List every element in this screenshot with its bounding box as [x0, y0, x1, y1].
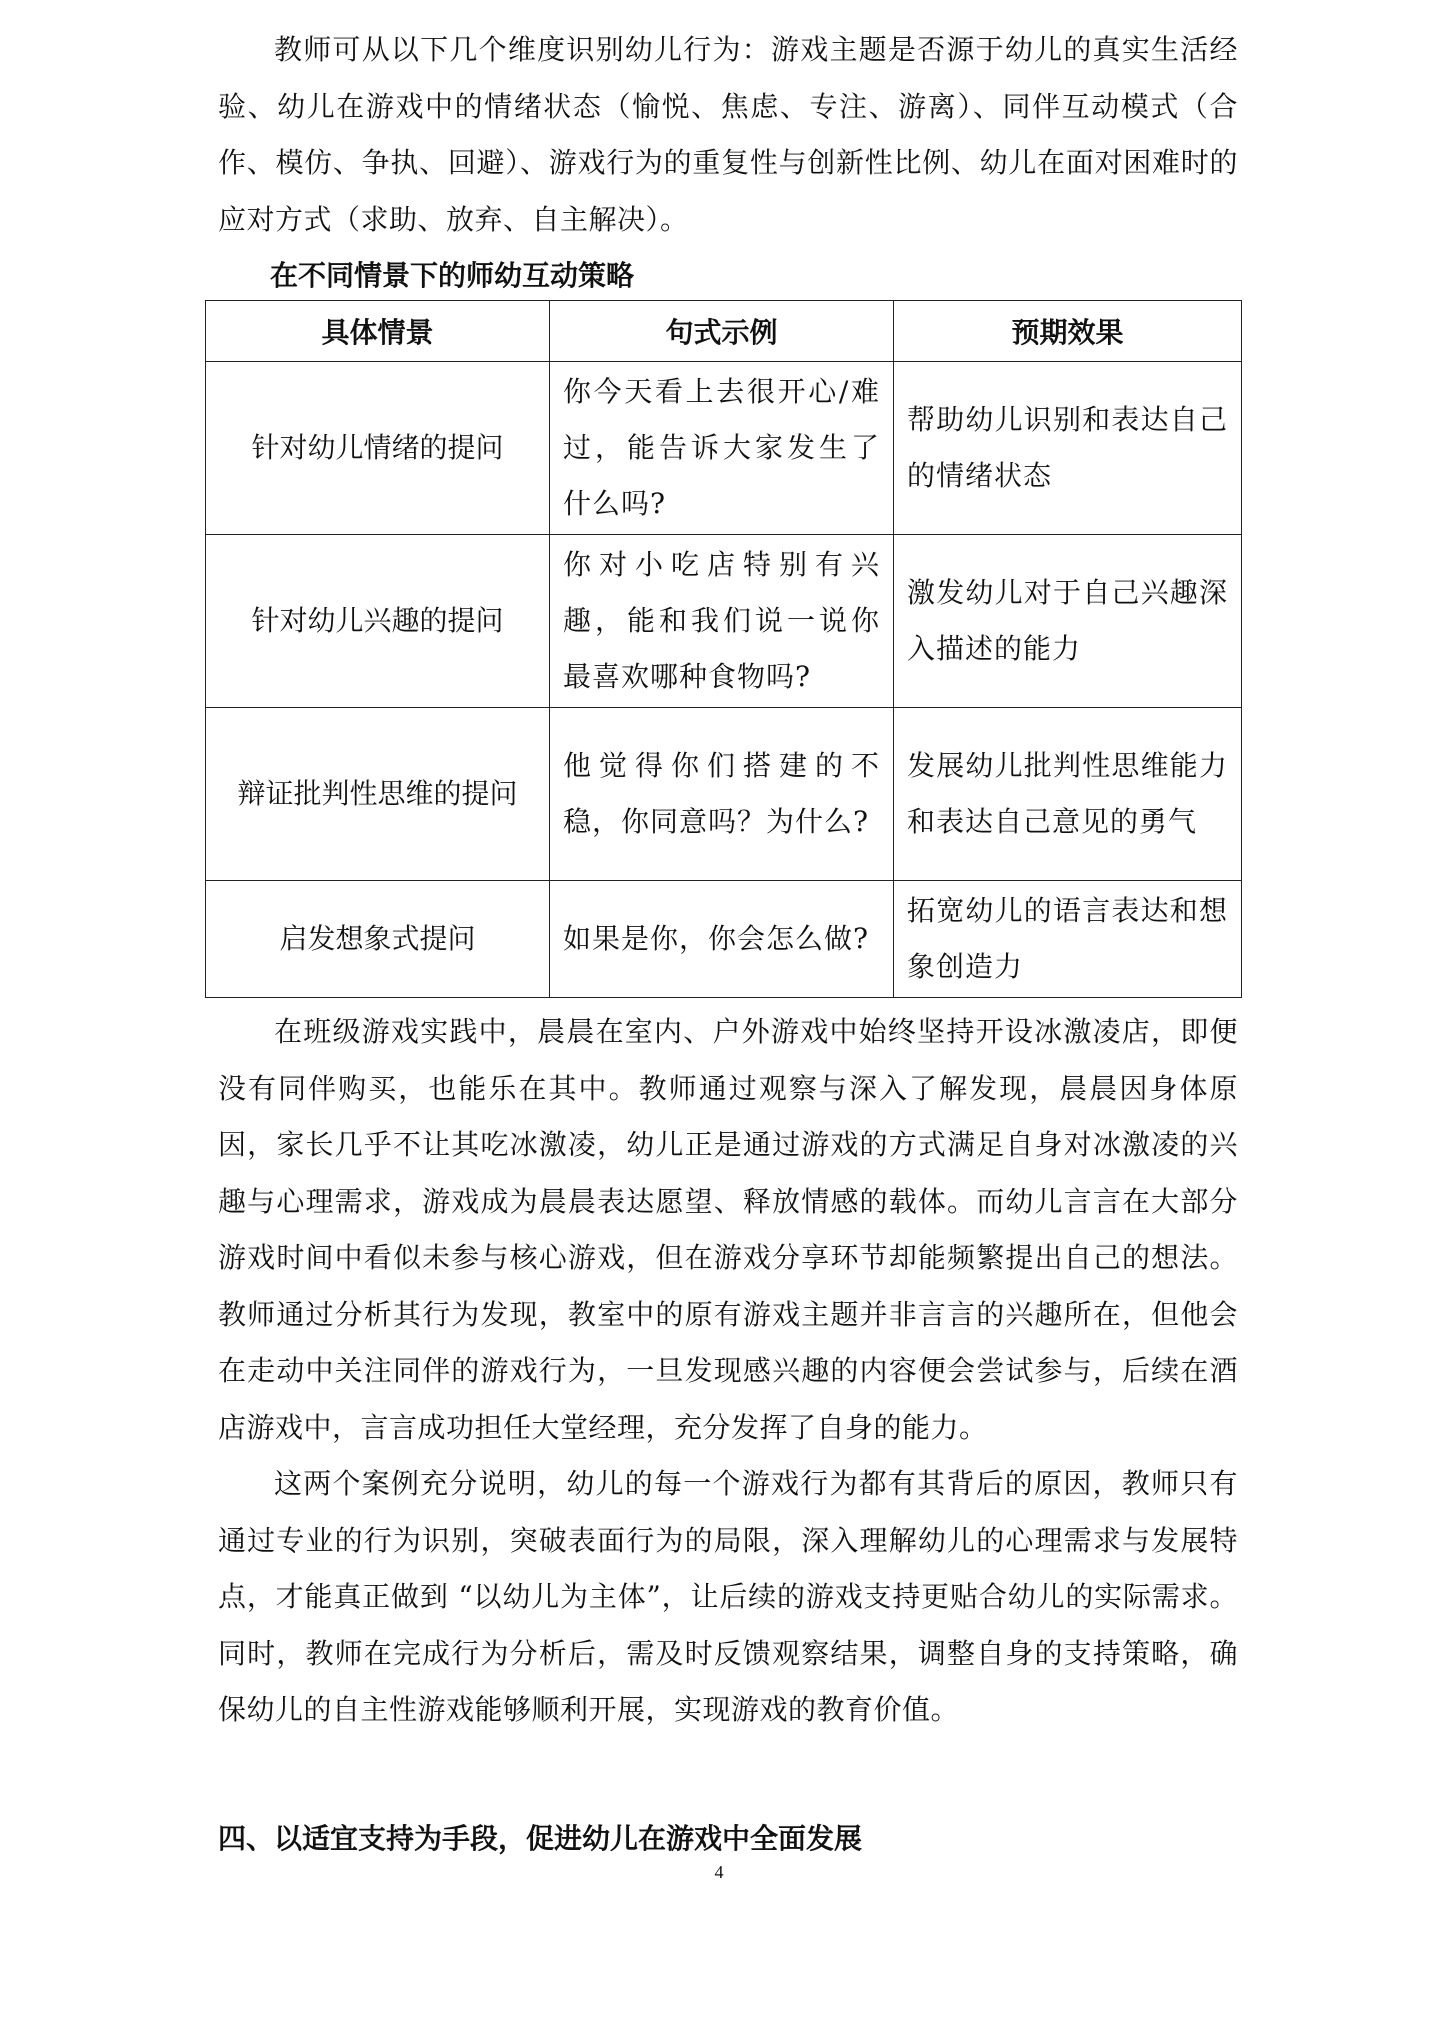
table-header-row [206, 301, 1242, 362]
situation-cell: 辩证批判性思维的提问 [206, 708, 550, 881]
table-row [206, 708, 1242, 881]
effect-cell: 帮助幼儿识别和表达自己的情绪状态 [894, 362, 1242, 535]
table-row [206, 362, 1242, 535]
column-header-situation: 具体情景 [206, 301, 550, 362]
situation-cell: 启发想象式提问 [206, 881, 550, 998]
situation-cell: 针对幼儿情绪的提问 [206, 362, 550, 535]
table-caption: 在不同情景下的师幼互动策略 [270, 259, 635, 292]
example-cell: 他觉得你们搭建的不稳，你同意吗？为什么? [550, 708, 894, 881]
intro-paragraph: 教师可从以下几个维度识别幼儿行为：游戏主题是否源于幼儿的真实生活经验、幼儿在游戏中的情绪状态（愉悦、焦虑、专注、游离）、同伴互动模式（合作、模仿、争执、回避）、游戏行为的重复性与创新性比例、幼儿在面对困难时的应对方式（求助、放弃、自主解决）。 [218, 33, 1238, 236]
effect-cell: 发展幼儿批判性思维能力和表达自己意见的勇气 [894, 708, 1242, 881]
page-number: 4 [714, 1862, 724, 1882]
case-paragraph: 在班级游戏实践中，晨晨在室内、户外游戏中始终坚持开设冰激凌店，即便没有同伴购买，也能乐在其中。教师通过观察与深入了解发现，晨晨因身体原因，家长几乎不让其吃冰激凌，幼儿正是通过游戏的方式满足自身对冰激凌的兴趣与心理需求，游戏成为晨晨表达愿望、释放情感的载体。而幼儿言言在大部分游戏时间中看似未参与核心游戏，但在游戏分享环节却能频繁提出自己的想法。教师通过分析其行为发现，教室中的原有游戏主题并非言言的兴趣所在，但他会在走动中关注同伴的游戏行为，一旦发现感兴趣的内容便会尝试参与，后续在酒店游戏中，言言成功担任大堂经理，充分发挥了自身的能力。 [218, 1015, 1238, 1444]
column-header-effect: 预期效果 [894, 301, 1242, 362]
example-cell: 你对小吃店特别有兴趣，能和我们说一说你最喜欢哪种食物吗? [550, 535, 894, 708]
document-page [218, 22, 1238, 1867]
example-cell: 你今天看上去很开心/难过，能告诉大家发生了什么吗? [550, 362, 894, 535]
example-cell: 如果是你，你会怎么做? [550, 881, 894, 998]
effect-cell: 激发幼儿对于自己兴趣深入描述的能力 [894, 535, 1242, 708]
section-heading: 四、以适宜支持为手段，促进幼儿在游戏中全面发展 [218, 1821, 863, 1855]
table-row [206, 881, 1242, 998]
conclusion-paragraph: 这两个案例充分说明，幼儿的每一个游戏行为都有其背后的原因，教师只有通过专业的行为识别，突破表面行为的局限，深入理解幼儿的心理需求与发展特点，才能真正做到 “以幼儿为主体”，让后续的游戏支持更贴合幼儿的实际需求。同时，教师在完成行为分析后，需及时反馈观察结果，调整自身的支持策略，确保幼儿的自主性游戏能够顺利开展，实现游戏的教育价值。 [218, 1467, 1238, 1726]
situation-cell: 针对幼儿兴趣的提问 [206, 535, 550, 708]
table-row [206, 535, 1242, 708]
column-header-example: 句式示例 [550, 301, 894, 362]
strategy-table [205, 300, 1242, 998]
effect-cell: 拓宽幼儿的语言表达和想象创造力 [894, 881, 1242, 998]
